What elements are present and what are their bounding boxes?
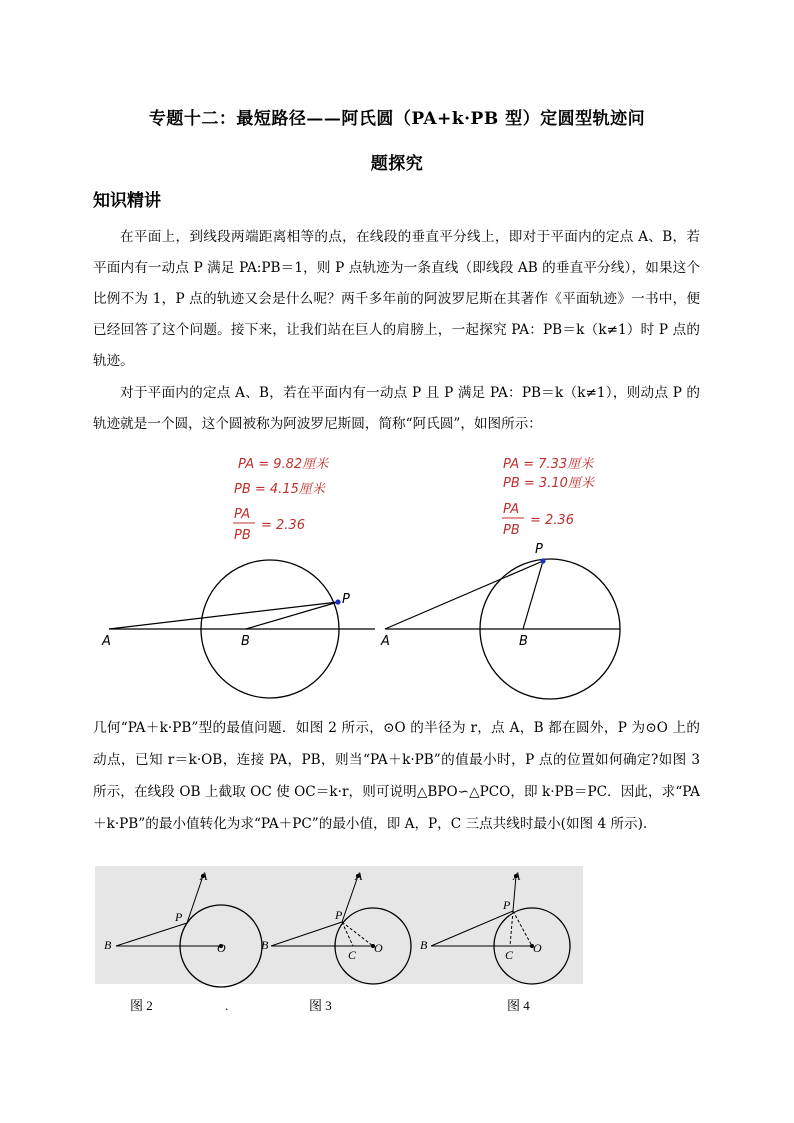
- caption-figure-2: 图 2: [130, 998, 153, 1013]
- label-b: B: [241, 634, 250, 649]
- figure-row-2-3-4: [95, 866, 585, 1026]
- ratio-denominator: PB: [503, 523, 520, 538]
- label-c: C: [505, 948, 514, 962]
- caption-figure-3: 图 3: [309, 998, 332, 1013]
- label-p: P: [503, 898, 511, 912]
- segment-pb: [246, 602, 338, 629]
- label-a: A: [513, 869, 521, 883]
- figure-panel: [95, 866, 583, 984]
- label-a: A: [200, 869, 208, 883]
- measure-pa: PA = 9.82厘米: [238, 457, 329, 472]
- figure-apollonius-right: [375, 445, 635, 710]
- label-p: P: [342, 592, 350, 607]
- caption-figure-4: 图 4: [507, 998, 530, 1013]
- label-b: B: [519, 634, 528, 649]
- label-o: O: [217, 941, 226, 955]
- label-c: C: [348, 948, 357, 962]
- ratio-numerator: PA: [503, 502, 520, 517]
- measure-pb: PB = 3.10厘米: [503, 476, 594, 491]
- label-b: B: [420, 938, 428, 952]
- segment-pa: [109, 602, 338, 629]
- section-heading: 知识精讲: [93, 191, 161, 211]
- figure-apollonius-left: [95, 445, 375, 710]
- measure-pa: PA = 7.33厘米: [503, 457, 594, 472]
- ratio-denominator: PB: [234, 528, 251, 543]
- point-p: [335, 599, 340, 604]
- label-p: P: [535, 542, 543, 557]
- label-a: A: [355, 869, 363, 883]
- label-o: O: [374, 941, 383, 955]
- ratio-numerator: PA: [234, 507, 251, 522]
- segment-pb: [523, 561, 543, 629]
- label-a: A: [102, 634, 111, 649]
- label-p: P: [335, 908, 343, 922]
- paragraph-definition: 对于平面内的定点 A、B，若在平面内有一动点 P 且 P 满足 PA：PB＝k（k≠1），则动点 P 的轨迹就是一个圆，这个圆被称为阿波罗尼斯圆，简称“阿氏圆”，如图所示：: [93, 385, 700, 432]
- caption-dot: .: [225, 998, 229, 1013]
- point-p: [540, 558, 545, 563]
- label-b: B: [261, 938, 269, 952]
- label-p: P: [175, 910, 183, 924]
- ratio-value: = 2.36: [530, 513, 574, 528]
- title-line-2: 题探究: [370, 154, 424, 174]
- measure-pb: PB = 4.15厘米: [234, 482, 325, 497]
- paragraph-intro: 在平面上，到线段两端距离相等的点，在线段的垂直平分线上，即对于平面内的定点 A、B，若平面内有一动点 P 满足 PA:PB＝1，则 P 点轨迹为一条直线（即线段 AB 的垂直平分线），如果这个比例不为 1，P 点的轨迹又会是什么呢？两千多年前的阿波罗尼斯在其著作《平面轨迹》一书中，便已经回答了这个问题。接下来，让我们站在巨人的肩膀上，一起探究 PA：PB＝k（k≠1）时 P 点的轨迹。: [93, 229, 700, 369]
- segment-pa: [385, 561, 543, 629]
- ratio-value: = 2.36: [261, 518, 305, 533]
- label-b: B: [104, 938, 112, 952]
- label-o: O: [533, 941, 542, 955]
- label-a: A: [381, 634, 390, 649]
- paragraph-minimum-problem: 几何“PA＋k·PB”型的最值问题．如图 2 所示，⊙O 的半径为 r，点 A，B 都在圆外，P 为⊙O 上的动点，已知 r＝k·OB，连接 PA，PB，则当“PA＋k·PB”的值最小时，P 点的位置如何确定?如图 3 所示，在线段 OB 上截取 OC 使 OC＝k·r，则可说明△BPO∽△PCO，即 k·PB＝PC．因此，求“PA＋k·PB”的最小值转化为求“PA＋PC”的最小值，即 A，P，C 三点共线时最小(如图 4 所示).: [93, 720, 700, 832]
- title-line-1: 专题十二：最短路径——阿氏圆（PA+k·PB 型）定圆型轨迹问: [148, 109, 646, 129]
